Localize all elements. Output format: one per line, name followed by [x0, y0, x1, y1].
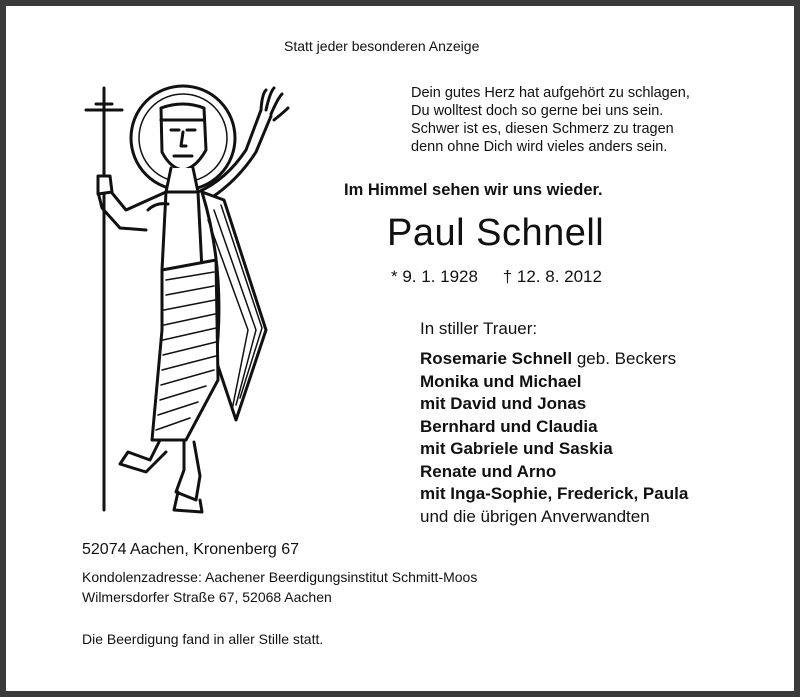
- mourning-intro: In stiller Trauer:: [420, 319, 538, 338]
- list-item: mit Inga-Sophie, Frederick, Paula: [420, 484, 689, 503]
- death-date: † 12. 8. 2012: [502, 267, 602, 286]
- poem-line: Du wolltest doch so gerne bei uns sein.: [411, 103, 664, 119]
- list-item: und die übrigen Anverwandten: [420, 506, 650, 526]
- deceased-name: Paul Schnell: [387, 212, 605, 254]
- condolence-address: [82, 567, 477, 607]
- burial-note: Die Beerdigung fand in aller Stille statt.: [82, 631, 324, 647]
- condolence-line: Wilmersdorfer Straße 67, 52068 Aachen: [82, 589, 332, 605]
- risen-christ-illustration-icon: [76, 80, 301, 525]
- poem: [411, 84, 690, 156]
- header-text: Statt jeder besonderen Anzeige: [284, 38, 480, 54]
- condolence-line: Kondolenzadresse: Aachener Beerdigungsinstitut Schmitt-Moos: [82, 569, 478, 585]
- poem-line: Schwer ist es, diesen Schmerz zu tragen: [411, 121, 674, 137]
- list-item: Rosemarie Schnell geb. Beckers: [420, 349, 677, 368]
- obituary-card: [6, 6, 794, 691]
- home-address: 52074 Aachen, Kronenberg 67: [82, 541, 300, 558]
- life-dates: [391, 267, 602, 287]
- mourners-list: [420, 348, 688, 528]
- list-item: Bernhard und Claudia: [420, 416, 598, 436]
- poem-line: denn ohne Dich wird vieles anders sein.: [411, 139, 668, 155]
- poem-line: Dein gutes Herz hat aufgehört zu schlagen,: [411, 85, 690, 101]
- birth-date: * 9. 1. 1928: [391, 267, 478, 286]
- list-item: Monika und Michael: [420, 371, 582, 391]
- list-item: mit Gabriele und Saskia: [420, 439, 613, 458]
- list-item: mit David und Jonas: [420, 394, 587, 413]
- motto: Im Himmel sehen wir uns wieder.: [344, 181, 603, 199]
- list-item: Renate und Arno: [420, 461, 557, 481]
